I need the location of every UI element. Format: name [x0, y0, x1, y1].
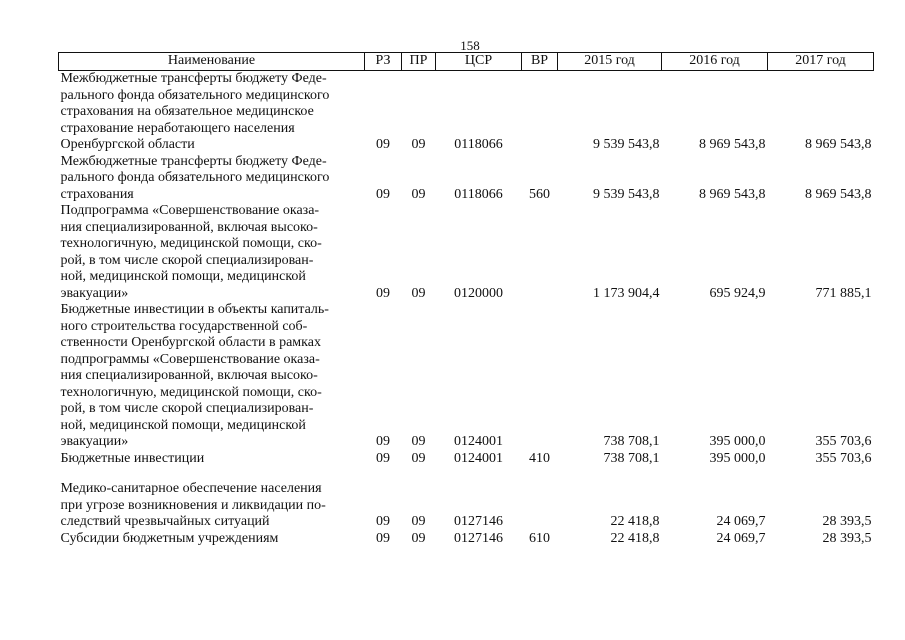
rz-cell: 09 — [376, 514, 390, 529]
vr-cell — [522, 302, 558, 451]
table-row — [59, 481, 874, 531]
amount-2016-cell: 8 969 543,8 — [699, 137, 766, 152]
vr-cell: 410 — [529, 450, 550, 466]
amount-2015-cell: 1 173 904,4 — [593, 285, 660, 301]
pr-cell: 09 — [411, 514, 426, 529]
name-cell: Подпрограмма «Совершенствование оказа- ния специализированной, включая высоко- технологичную, медицинской помощи, ско- рой, в том числе скорой специализирован- ной, медицинской помощи, медицинской эвакуации» — [60, 203, 322, 301]
name-cell: Межбюджетные трансферты бюджету Феде- рального фонда обязательного медицинского страхования на обязательное медицинское страхование неработающего населения Оренбургской области — [60, 71, 330, 152]
header-csr: ЦСР — [436, 53, 522, 71]
name-cell: Бюджетные инвестиции — [60, 450, 205, 466]
pr-cell: 09 — [411, 434, 426, 449]
amount-2017-cell: 8 969 543,8 — [805, 186, 872, 202]
csr-cell: 0120000 — [454, 285, 503, 301]
rz-cell: 09 — [376, 137, 390, 152]
amount-2016-cell: 8 969 543,8 — [699, 186, 766, 202]
header-pr: ПР — [402, 53, 436, 71]
rz-cell: 09 — [376, 450, 390, 466]
table-row — [59, 71, 874, 154]
amount-2015-cell: 738 708,1 — [603, 434, 660, 449]
amount-2016-cell: 24 069,7 — [716, 514, 766, 529]
name-cell: Бюджетные инвестиции в объекты капиталь- ного строительства государственной соб- ственности Оренбургской области в рамках подпрограммы «Совершенствование оказа- ния специализированной, включая высоко- технологичную, медицинской помощи, ско- рой, в том числе скорой специализирован- ной, медицинской помощи, медицинской эвакуации» — [60, 302, 329, 449]
rz-cell: 09 — [376, 434, 390, 449]
header-rz: РЗ — [365, 53, 402, 71]
table-header-row — [59, 53, 874, 71]
page-number: 158 — [460, 38, 480, 53]
vr-cell: 610 — [529, 530, 550, 546]
amount-2015-cell: 9 539 543,8 — [593, 186, 660, 202]
name-cell: Субсидии бюджетным учреждениям — [60, 530, 279, 546]
pr-cell: 09 — [411, 186, 426, 202]
table-body — [59, 71, 874, 548]
vr-cell — [522, 71, 558, 154]
csr-cell: 0127146 — [454, 514, 503, 529]
rz-cell: 09 — [376, 186, 390, 202]
amount-2016-cell: 24 069,7 — [716, 530, 766, 546]
amount-2015-cell: 738 708,1 — [603, 450, 660, 466]
pr-cell: 09 — [411, 450, 426, 466]
amount-2017-cell: 28 393,5 — [822, 530, 872, 546]
amount-2017-cell: 355 703,6 — [815, 434, 872, 449]
amount-2017-cell: 355 703,6 — [815, 450, 872, 466]
vr-cell — [522, 203, 558, 302]
rz-cell: 09 — [376, 530, 390, 546]
amount-2016-cell: 395 000,0 — [709, 450, 766, 466]
header-2015: 2015 год — [558, 53, 662, 71]
csr-cell: 0118066 — [454, 186, 503, 202]
csr-cell: 0127146 — [454, 530, 503, 546]
table-row — [59, 302, 874, 451]
budget-table — [58, 52, 874, 547]
amount-2017-cell: 8 969 543,8 — [805, 137, 872, 152]
amount-2017-cell: 771 885,1 — [815, 285, 872, 301]
amount-2017-cell: 28 393,5 — [822, 514, 872, 529]
table-row — [59, 451, 874, 468]
csr-cell: 0124001 — [454, 450, 503, 466]
csr-cell: 0124001 — [454, 434, 503, 449]
rz-cell: 09 — [376, 285, 390, 301]
amount-2015-cell: 9 539 543,8 — [593, 137, 660, 152]
pr-cell: 09 — [411, 137, 426, 152]
row-spacer-cell — [59, 467, 874, 481]
pr-cell: 09 — [411, 285, 426, 301]
name-cell: Медико-санитарное обеспечение населения при угрозе возникновения и ликвидации по- следствий чрезвычайных ситуаций — [60, 481, 326, 529]
row-spacer — [59, 467, 874, 481]
vr-cell: 560 — [529, 186, 550, 202]
amount-2016-cell: 395 000,0 — [709, 434, 766, 449]
amount-2016-cell: 695 924,9 — [709, 285, 766, 301]
header-vr: ВР — [522, 53, 558, 71]
pr-cell: 09 — [411, 530, 426, 546]
vr-cell — [522, 481, 558, 531]
table-row — [59, 154, 874, 204]
header-2017: 2017 год — [768, 53, 874, 71]
csr-cell: 0118066 — [454, 137, 503, 152]
table-row — [59, 531, 874, 548]
table-row — [59, 203, 874, 302]
name-cell: Межбюджетные трансферты бюджету Феде- рального фонда обязательного медицинского страхования — [60, 153, 330, 202]
amount-2015-cell: 22 418,8 — [610, 514, 660, 529]
header-name: Наименование — [59, 53, 365, 71]
amount-2015-cell: 22 418,8 — [610, 530, 660, 546]
header-2016: 2016 год — [662, 53, 768, 71]
